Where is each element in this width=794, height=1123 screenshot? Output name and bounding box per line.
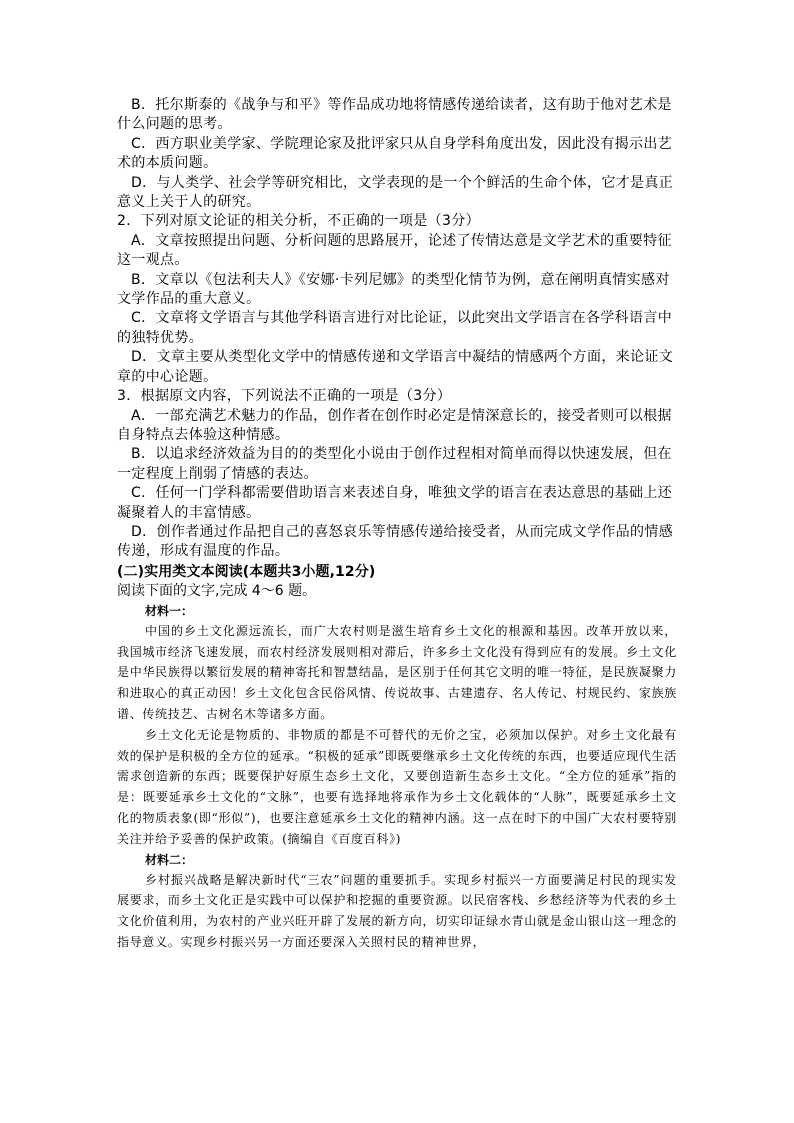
material-paragraph: 中国的乡土文化源远流长，而广大农村则是滋生培育乡土文化的根源和基因。改革开放以来，我国城市经济飞速发展，而农村经济发展则相对滞后，许多乡土文化没有得到应有的发展。乡土文化是中华民族得以繁衍发展的精神寄托和智慧结晶，是区别于任何其它文明的唯一特征，是民族凝聚力和进取心的真正动因！乡土文化包含民俗风情、传说故事、古建遗存、名人传记、村规民约、家族族谱、传统技艺、古树名木等诸多方面。 [117,623,677,721]
option-b: B．文章以《包法利夫人》《安娜·卡列尼娜》的类型化情节为例，意在阐明真情实感对文学作品的重大意义。 [117,271,670,308]
section-heading: (二)实用类文本阅读(本题共3小题,12分) [117,563,376,580]
option-b: B．托尔斯泰的《战争与和平》等作品成功地将情感传递给读者，这有助于他对艺术是什么问题的思考。 [117,97,672,133]
question-3: 3．根据原文内容，下列说法不正确的一项是（3分） [117,388,452,405]
document-page [117,96,677,953]
material-paragraph: 乡土文化无论是物质的、非物质的都是不可替代的无价之宝，必须加以保护。对乡土文化最有效的保护是积极的全方位的延承。“积极的延承”即既要继承乡土文化传统的东西，也要适应现代生活需求创造新的东西；既要保护好原生态乡土文化，又要创造新生态乡土文化。“全方位的延承”指的是：既要延承乡土文化的“文脉”，也要有选择地将承作为乡土文化载体的“人脉”，既要延承乡土文化的物质表象(即“形似”)，也要注意延承乡土文化的精神内涵。这一点在时下的中国广大农村要特别关注并给予妥善的保护政策。(摘编自《百度百科》) [117,727,677,846]
option-d: D．创作者通过作品把自己的喜怒哀乐等情感传递给接受者，从而完成文学作品的情感传递，形成有温度的作品。 [117,523,674,560]
option-c: C．西方职业美学家、学院理论家及批评家只从自身学科角度出发，因此没有揭示出艺术的本质问题。 [117,135,673,172]
option-a: A．一部充满艺术魅力的作品，创作者在创作时必定是情深意长的，接受者则可以根据自身特点去体验这种情感。 [117,407,672,443]
material-paragraph: 乡村振兴战略是解决新时代“三农”问题的重要抓手。实现乡村振兴一方面要满足村民的现实发展要求，而乡土文化正是实践中可以保护和挖掘的重要资源。以民宿客栈、乡愁经济等为代表的乡土文化价值利用，为农村的产业兴旺开辟了发展的新方向，切实印证绿水青山就是金山银山这一理念的指导意义。实现乡村振兴另一方面还要深入关照村民的精神世界， [117,872,677,949]
option-b: B．以追求经济效益为目的的类型化小说由于创作过程相对简单而得以快速发展，但在一定程度上削弱了情感的表达。 [117,446,672,482]
question-2: 2．下列对原文论证的相关分析，不正确的一项是（3分） [117,213,480,230]
option-d: D．与人类学、社会学等研究相比，文学表现的是一个个鲜活的生命个体，它才是真正意义上关于人的研究。 [117,174,674,211]
option-c: C．文章将文学语言与其他学科语言进行对比论证，以此突出文学语言在各学科语言中的独特优势。 [117,310,673,346]
option-a: A．文章按照提出问题、分析问题的思路展开，论述了传情达意是文学艺术的重要特征这一观点。 [117,232,672,269]
reading-instruction: 阅读下面的文字,完成 4～6 题。 [117,582,317,599]
material-label: 材料二： [145,852,194,867]
option-c: C．任何一门学科都需要借助语言来表述自身，唯独文学的语言在表达意思的基础上还凝聚着人的丰富情感。 [117,485,673,521]
option-d: D．文章主要从类型化文学中的情感传递和文学语言中凝结的情感两个方面，来论证文章的中心论题。 [117,349,674,385]
material-label: 材料一： [145,603,194,618]
